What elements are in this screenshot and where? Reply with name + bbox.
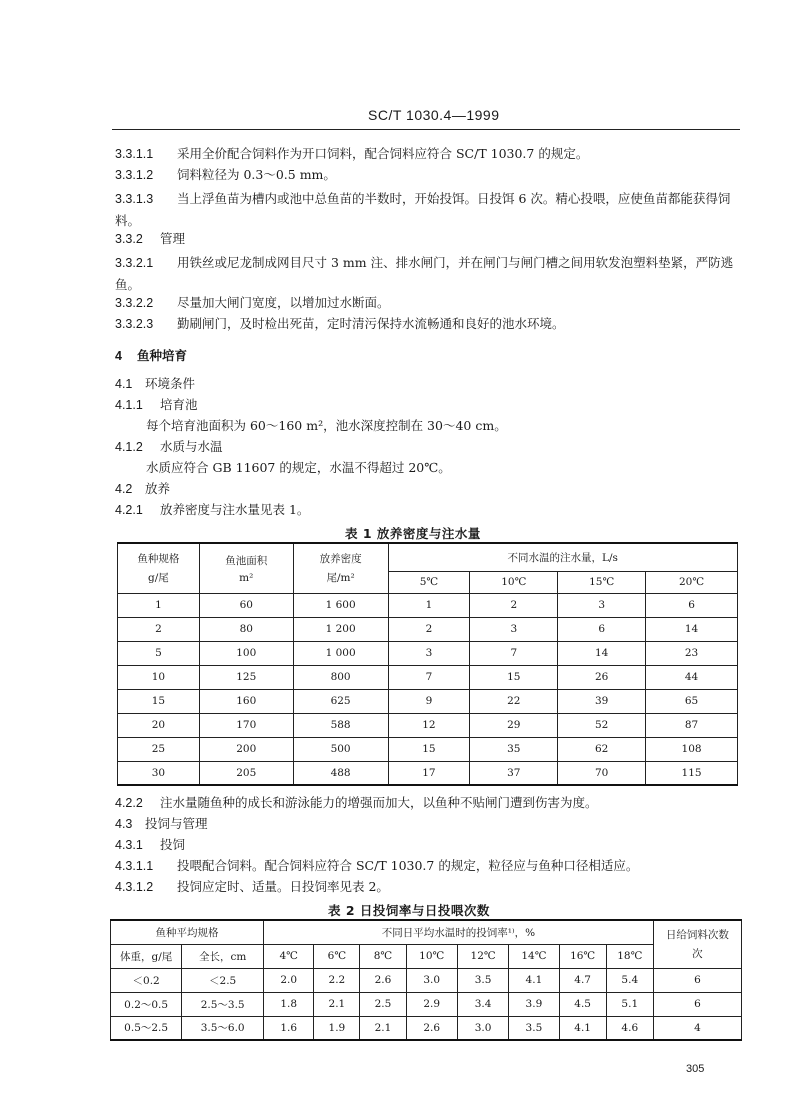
- table-row: [118, 689, 738, 713]
- table-2-header-rate-group: 不同日平均水温时的投饲率¹⁾，%: [264, 920, 654, 944]
- table-cell: 5.1: [606, 992, 653, 1016]
- table-cell: 2.0: [264, 968, 314, 992]
- table-cell: 125: [199, 665, 293, 689]
- table-1-header-area: 鱼池面积 m²: [199, 543, 293, 593]
- clause-3-3-2-1: [115, 252, 741, 295]
- clause-4-2-2: [115, 795, 598, 811]
- clause-text: 培育池: [160, 397, 198, 412]
- clause-4-3-1-2: [115, 879, 389, 895]
- table-1-header-row: [118, 543, 738, 571]
- table-cell: 2.1: [360, 1016, 406, 1040]
- clause-number: 4.1: [115, 377, 133, 391]
- table-row: [118, 713, 738, 737]
- table-cell: 205: [199, 761, 293, 785]
- table-cell: 70: [558, 761, 646, 785]
- clause-4-3: [115, 816, 208, 832]
- table-row: [118, 617, 738, 641]
- table-cell: 108: [646, 737, 738, 761]
- table-cell: 800: [293, 665, 388, 689]
- clause-text: 尽量加大闸门宽度，以增加过水断面。: [177, 295, 390, 310]
- clause-4-1: [115, 376, 195, 392]
- table-2-header-temp: 18℃: [606, 944, 653, 968]
- table-cell: 3: [470, 617, 558, 641]
- table-cell: 3.5: [457, 968, 508, 992]
- table-cell: 2.2: [314, 968, 360, 992]
- clause-text: 环境条件: [145, 376, 196, 391]
- clause-number: 4.1.1: [115, 398, 143, 412]
- table-cell: 52: [558, 713, 646, 737]
- table-cell: 3.4: [457, 992, 508, 1016]
- table-cell: 25: [118, 737, 200, 761]
- section-number: 4: [115, 349, 122, 363]
- table-cell: 1.8: [264, 992, 314, 1016]
- table-cell: 1: [118, 593, 200, 617]
- table-cell: 14: [558, 641, 646, 665]
- clause-number: 3.3.2.3: [115, 317, 154, 331]
- table-cell: 1: [388, 593, 470, 617]
- clause-text: 投饲与管理: [145, 816, 208, 831]
- table-row: [111, 968, 742, 992]
- clause-number: 3.3.1.3: [115, 192, 154, 206]
- clause-4-3-1: [115, 837, 185, 853]
- table-cell: 115: [646, 761, 738, 785]
- table-2-header-temp: 6℃: [314, 944, 360, 968]
- table-cell: 14: [646, 617, 738, 641]
- clause-text: 饲料粒径为 0.3～0.5 mm。: [177, 167, 336, 182]
- table-1-header-t4: 20℃: [646, 571, 738, 593]
- table-cell: 4: [653, 1016, 741, 1040]
- clause-text: 当上浮鱼苗为槽内或池中总鱼苗的半数时，开始投饵。日投饵 6 次。精心投喂，应使鱼苗都能获得饲料。: [115, 191, 731, 228]
- table-cell: 3: [388, 641, 470, 665]
- table-cell: 37: [470, 761, 558, 785]
- table-cell: 588: [293, 713, 388, 737]
- clause-3-3-2-2: [115, 295, 390, 311]
- table-cell: 80: [199, 617, 293, 641]
- clause-text: 勤刷闸门，及时检出死苗，定时清污保持水流畅通和良好的池水环境。: [177, 316, 565, 331]
- clause-text: 采用全价配合饲料作为开口饲料，配合饲料应符合 SC/T 1030.7 的规定。: [177, 146, 589, 161]
- clause-4-1-1-body: 每个培育池面积为 60～160 m²，池水深度控制在 30～40 cm。: [146, 418, 507, 433]
- clause-text: 水质与水温: [160, 439, 223, 454]
- table-cell: 160: [199, 689, 293, 713]
- table-cell: 500: [293, 737, 388, 761]
- table-cell: 6: [653, 992, 741, 1016]
- clause-number: 3.3.1.2: [115, 168, 154, 182]
- clause-text: 管理: [160, 231, 186, 246]
- clause-4-1-1: [115, 397, 198, 413]
- table-cell: 87: [646, 713, 738, 737]
- table-cell: 5: [118, 641, 200, 665]
- table-2-header-temp: 16℃: [559, 944, 606, 968]
- table-cell: 10: [118, 665, 200, 689]
- table-cell: 23: [646, 641, 738, 665]
- table-cell: 30: [118, 761, 200, 785]
- table-cell: 5.4: [606, 968, 653, 992]
- table-cell: 2.5: [360, 992, 406, 1016]
- table-cell: 3: [558, 593, 646, 617]
- clause-number: 4.3.1.2: [115, 880, 154, 894]
- table-cell: 65: [646, 689, 738, 713]
- table-cell: 3.9: [509, 992, 559, 1016]
- table-cell: 625: [293, 689, 388, 713]
- table-2-header-weight: 体重，g/尾: [111, 944, 182, 968]
- table-cell: 2.6: [406, 1016, 457, 1040]
- clause-3-3-1-3: [115, 188, 741, 231]
- clause-4-3-1-1: [115, 858, 638, 874]
- table-cell: 15: [118, 689, 200, 713]
- table-cell: ＜2.5: [182, 968, 264, 992]
- clause-text: 投饲应定时、适量。日投饲率见表 2。: [177, 879, 389, 894]
- table-cell: 20: [118, 713, 200, 737]
- table-1-header-water-group: 不同水温的注水量，L/s: [388, 543, 737, 571]
- table-row: [118, 761, 738, 785]
- table-2: [110, 919, 742, 1041]
- clause-number: 3.3.1.1: [115, 147, 154, 161]
- table-1-caption: 表 1 放养密度与注水量: [345, 526, 481, 541]
- table-cell: 100: [199, 641, 293, 665]
- table-row: [111, 992, 742, 1016]
- clause-number: 4.2: [115, 482, 133, 496]
- table-cell: 22: [470, 689, 558, 713]
- page-header-id: SC/T 1030.4—1999: [368, 107, 500, 123]
- clause-text: 投饲: [160, 837, 186, 852]
- clause-text: 投喂配合饲料。配合饲料应符合 SC/T 1030.7 的规定，粒径应与鱼种口径相适应。: [177, 858, 639, 873]
- table-cell: 2: [470, 593, 558, 617]
- clause-number: 3.3.2.1: [115, 256, 154, 270]
- table-1-header-t2: 10℃: [470, 571, 558, 593]
- table-2-caption: 表 2 日投饲率与日投喂次数: [328, 903, 490, 918]
- table-cell: 1.9: [314, 1016, 360, 1040]
- table-row: [118, 737, 738, 761]
- table-cell: 3.5: [509, 1016, 559, 1040]
- table-2-header-temp: 4℃: [264, 944, 314, 968]
- table-cell: 3.5～6.0: [182, 1016, 264, 1040]
- table-cell: 4.6: [606, 1016, 653, 1040]
- clause-3-3-2-3: [115, 316, 565, 332]
- table-cell: 1 000: [293, 641, 388, 665]
- clause-text: 注水量随鱼种的成长和游泳能力的增强而加大，以鱼种不贴闸门遭到伤害为度。: [160, 795, 598, 810]
- clause-3-3-1-1: [115, 146, 588, 162]
- table-cell: 7: [470, 641, 558, 665]
- table-row: [118, 593, 738, 617]
- section-text: 鱼种培育: [137, 348, 188, 363]
- table-2-header-temp: 10℃: [406, 944, 457, 968]
- table-cell: 4.1: [509, 968, 559, 992]
- table-cell: 2.5～3.5: [182, 992, 264, 1016]
- table-2-header-size-group: 鱼种平均规格: [111, 920, 264, 944]
- table-cell: 0.2～0.5: [111, 992, 182, 1016]
- clause-text: 用铁丝或尼龙制成网目尺寸 3 mm 注、排水闸门，并在闸门与闸门槽之间用软发泡塑料垫紧，严防逃鱼。: [115, 255, 734, 292]
- table-cell: 488: [293, 761, 388, 785]
- header-rule: [112, 129, 740, 130]
- table-cell: 15: [388, 737, 470, 761]
- table-cell: 15: [470, 665, 558, 689]
- table-2-header-times: 日给饲料次数 次: [653, 920, 741, 968]
- table-cell: 17: [388, 761, 470, 785]
- clause-text: 放养密度与注水量见表 1。: [160, 502, 310, 517]
- clause-number: 4.2.2: [115, 796, 143, 810]
- table-cell: 7: [388, 665, 470, 689]
- section-4-title: [115, 348, 187, 364]
- table-cell: 1 600: [293, 593, 388, 617]
- table-cell: 26: [558, 665, 646, 689]
- table-1: [117, 542, 738, 786]
- table-2-header-length: 全长，cm: [182, 944, 264, 968]
- page-number: 305: [686, 1063, 705, 1075]
- table-cell: 6: [646, 593, 738, 617]
- clause-4-2: [115, 481, 170, 497]
- table-cell: 29: [470, 713, 558, 737]
- table-cell: 12: [388, 713, 470, 737]
- clause-4-1-2: [115, 439, 223, 455]
- table-cell: 1.6: [264, 1016, 314, 1040]
- table-2-subheader-row: [111, 944, 742, 968]
- table-cell: 1 200: [293, 617, 388, 641]
- table-2-header-temp: 8℃: [360, 944, 406, 968]
- table-2-header-row: [111, 920, 742, 944]
- table-1-header-t3: 15℃: [558, 571, 646, 593]
- table-cell: 4.7: [559, 968, 606, 992]
- table-cell: 170: [199, 713, 293, 737]
- table-cell: 2: [118, 617, 200, 641]
- table-row: [118, 665, 738, 689]
- table-cell: 200: [199, 737, 293, 761]
- table-2-header-temp: 12℃: [457, 944, 508, 968]
- clause-number: 4.3.1.1: [115, 859, 154, 873]
- clause-4-2-1: [115, 502, 309, 518]
- clause-number: 4.2.1: [115, 503, 143, 517]
- table-1-header-size: 鱼种规格 g/尾: [118, 543, 200, 593]
- table-cell: 2.6: [360, 968, 406, 992]
- clause-3-3-1-2: [115, 167, 336, 183]
- table-cell: 3.0: [457, 1016, 508, 1040]
- clause-number: 4.3: [115, 817, 133, 831]
- table-cell: 4.1: [559, 1016, 606, 1040]
- table-cell: 3.0: [406, 968, 457, 992]
- table-cell: 62: [558, 737, 646, 761]
- table-cell: 2.1: [314, 992, 360, 1016]
- table-cell: 6: [653, 968, 741, 992]
- clause-number: 3.3.2.2: [115, 296, 154, 310]
- clause-number: 4.1.2: [115, 440, 143, 454]
- table-cell: 35: [470, 737, 558, 761]
- table-cell: 60: [199, 593, 293, 617]
- table-cell: ＜0.2: [111, 968, 182, 992]
- clause-number: 3.3.2: [115, 232, 143, 246]
- table-1-header-t1: 5℃: [388, 571, 470, 593]
- table-cell: 2.9: [406, 992, 457, 1016]
- clause-number: 4.3.1: [115, 838, 143, 852]
- table-2-header-temp: 14℃: [509, 944, 559, 968]
- table-row: [118, 641, 738, 665]
- table-cell: 0.5～2.5: [111, 1016, 182, 1040]
- table-row: [111, 1016, 742, 1040]
- table-cell: 39: [558, 689, 646, 713]
- table-cell: 2: [388, 617, 470, 641]
- table-cell: 4.5: [559, 992, 606, 1016]
- clause-text: 放养: [145, 481, 171, 496]
- table-cell: 6: [558, 617, 646, 641]
- table-cell: 9: [388, 689, 470, 713]
- table-cell: 44: [646, 665, 738, 689]
- clause-4-1-2-body: 水质应符合 GB 11607 的规定，水温不得超过 20℃。: [146, 460, 451, 475]
- clause-3-3-2: [115, 231, 185, 247]
- table-1-header-density: 放养密度 尾/m²: [293, 543, 388, 593]
